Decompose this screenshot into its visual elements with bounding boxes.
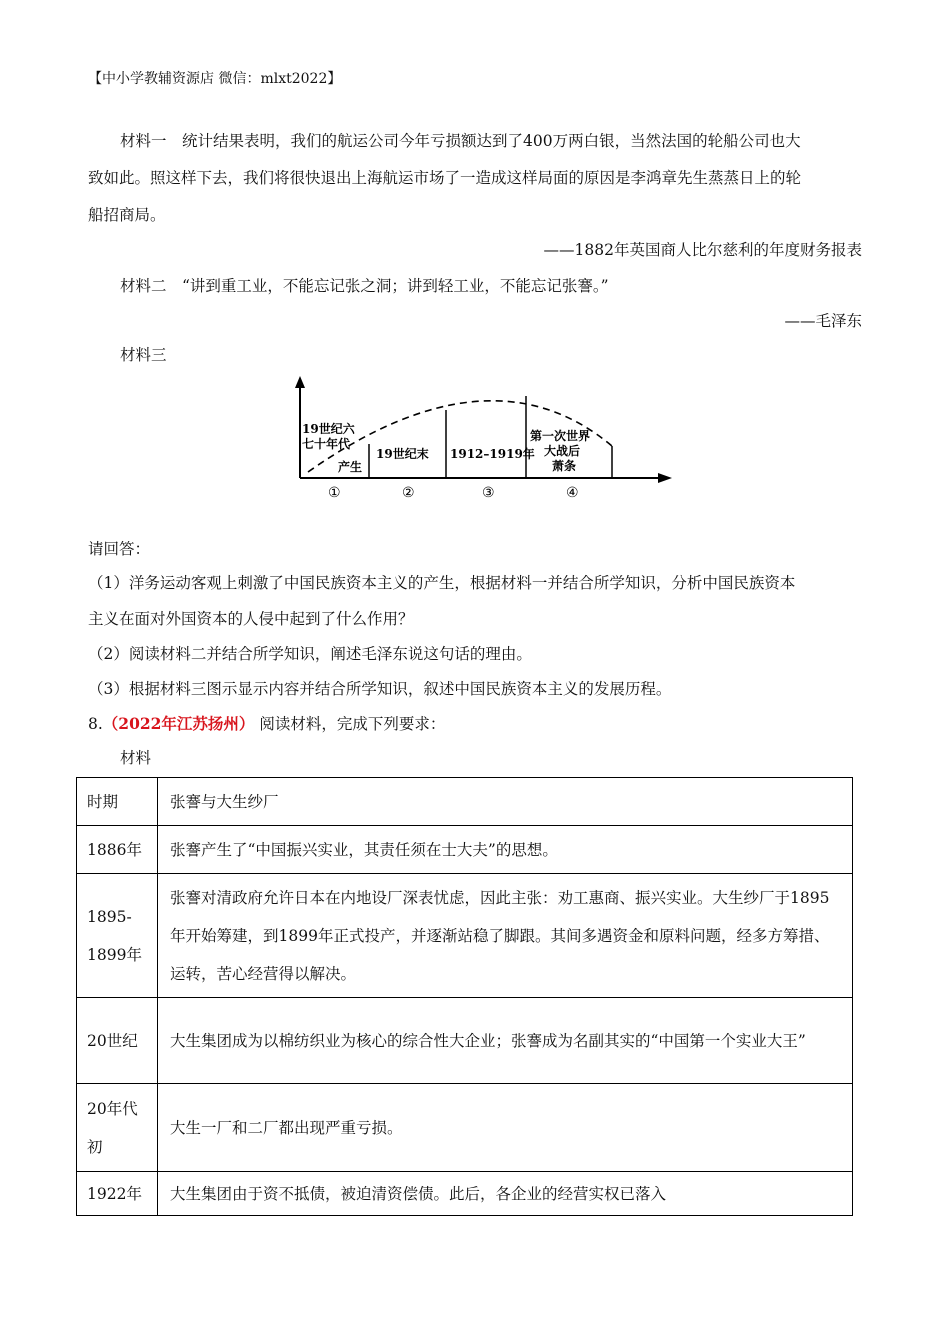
- stage-1-label: 产生: [338, 460, 363, 474]
- material-2-source: ——毛泽东: [784, 312, 862, 330]
- question-1-line: （1）洋务运动客观上刺激了中国民族资本主义的产生，根据材料一并结合所学知识，分析中国民族资本: [88, 574, 796, 592]
- x-axis-arrow: [658, 473, 672, 483]
- stage-3-number: ③: [482, 485, 495, 501]
- table-row: [77, 826, 853, 874]
- table-row: [77, 874, 853, 998]
- table-row: [77, 1084, 853, 1172]
- table-period-cell: 20年代初: [77, 1084, 158, 1172]
- stage-1-label: 19世纪六: [302, 422, 355, 436]
- stage-2-label: 19世纪末: [376, 447, 429, 461]
- table-content-cell: 大生集团成为以棉纺织业为核心的综合性大企业；张謇成为名副其实的“中国第一个实业大王”: [158, 998, 853, 1084]
- development-diagram: [290, 374, 680, 504]
- y-axis-arrow: [295, 376, 305, 388]
- table-period-cell: 1922年: [77, 1172, 158, 1216]
- table-header-cell: 时期: [77, 778, 158, 826]
- table-row: [77, 1172, 853, 1216]
- questions-intro: 请回答：: [88, 540, 151, 558]
- question-8-heading: [88, 712, 445, 734]
- table-header-cell: 张謇与大生纱厂: [158, 778, 853, 826]
- material-1-line: 船招商局。: [88, 206, 166, 224]
- stage-4-label: 萧条: [552, 459, 577, 473]
- question-8-material-label: 材料: [120, 749, 152, 767]
- stage-1-label: 七十年代: [302, 437, 351, 451]
- table-content-cell: 大生一厂和二厂都出现严重亏损。: [158, 1084, 853, 1172]
- material-2-text: 材料二 “讲到重工业，不能忘记张之洞；讲到轻工业，不能忘记张謇。”: [120, 277, 609, 295]
- question-3: （3）根据材料三图示显示内容并结合所学知识，叙述中国民族资本主义的发展历程。: [88, 680, 672, 698]
- stage-3-label: 1912–1919年: [450, 447, 535, 461]
- material-1-line: 材料一 统计结果表明，我们的航运公司今年亏损额达到了400万两白银，当然法国的轮船公司也大: [120, 132, 801, 150]
- table-content-cell: 张謇对清政府允许日本在内地设厂深表忧虑，因此主张：劝工惠商、振兴实业。大生纱厂于1895年开始筹建，到1899年正式投产，并逐渐站稳了脚跟。其间多遇资金和原料问题，经多方筹措、运转，苦心经营得以解决。: [158, 874, 853, 998]
- table-period-cell: 1886年: [77, 826, 158, 874]
- page-header: 【中小学教辅资源店 微信：mlxt2022】: [88, 71, 342, 87]
- question-2: （2）阅读材料二并结合所学知识，阐述毛泽东说这句话的理由。: [88, 645, 532, 663]
- stage-4-number: ④: [566, 485, 579, 501]
- material-1-line: 致如此。照这样下去，我们将很快退出上海航运市场了一造成这样局面的原因是李鸿章先生蒸蒸日上的轮: [88, 169, 802, 187]
- stage-2-number: ②: [402, 485, 415, 501]
- stage-4-label: 大战后: [544, 444, 581, 458]
- question-1-line: 主义在面对外国资本的人侵中起到了什么作用？: [88, 610, 414, 628]
- table-period-cell: 1895-1899年: [77, 874, 158, 998]
- table-period-cell: 20世纪: [77, 998, 158, 1084]
- question-8-number: 8.: [88, 715, 103, 733]
- material-3-label: 材料三: [120, 346, 167, 364]
- stage-4-label: 第一次世界: [530, 429, 591, 443]
- material-1-source: ——1882年英国商人比尔慈利的年度财务报表: [543, 241, 862, 259]
- stage-1-number: ①: [328, 485, 341, 501]
- question-8-text: 阅读材料，完成下列要求：: [259, 715, 446, 733]
- table-row: [77, 998, 853, 1084]
- table-header-row: [77, 778, 853, 826]
- zhang-jian-table: [76, 777, 853, 1216]
- table-content-cell: 大生集团由于资不抵债，被迫清资偿债。此后，各企业的经营实权已落入: [158, 1172, 853, 1216]
- table-content-cell: 张謇产生了“中国振兴实业，其责任须在士大夫”的思想。: [158, 826, 853, 874]
- question-8-source-tag: （2022年江苏扬州）: [102, 714, 255, 733]
